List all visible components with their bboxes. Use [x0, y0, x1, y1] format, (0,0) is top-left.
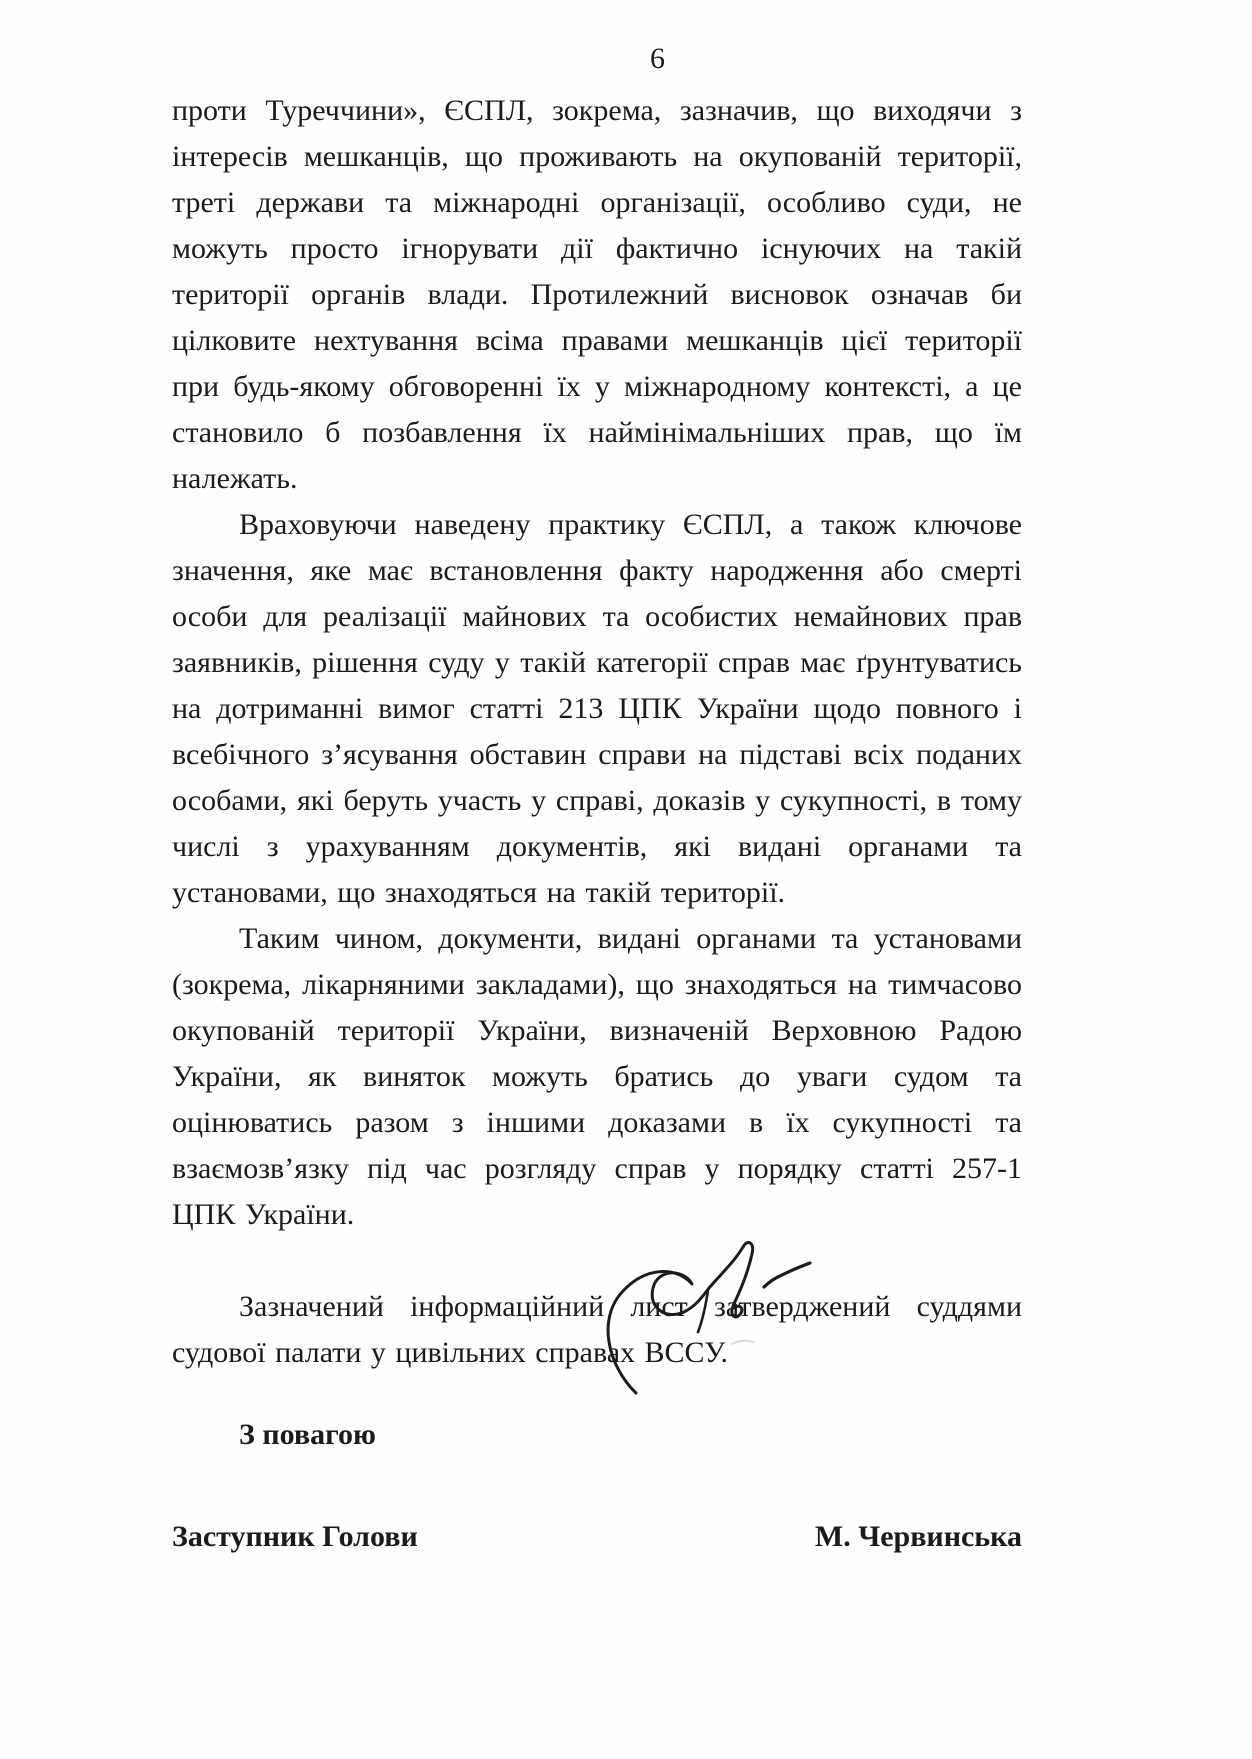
paragraph-thus-documents: Таким чином, документи, видані органами та установами (зокрема, лікарняними закладами), що знаходяться на тимчасово окупованій території України, визначеній Верховною Радою України, як виняток можуть братись до уваги судом та оцінюватись разом з іншими доказами в їх сукупності та взаємозв’язку під час розгляду справ у порядку статті 257-1 ЦПК України. [172, 922, 1022, 1231]
signature-row [172, 1514, 1022, 1560]
page-number: 6 [650, 42, 665, 75]
paragraph-considering-practice: Враховуючи наведену практику ЄСПЛ, а також ключове значення, яке має встановлення факту народження або смерті особи для реалізації майнових та особистих немайнових прав заявників, рішення суду у такій категорії справ має ґрунтуватись на дотриманні вимог статті 213 ЦПК України щодо повного і всебічного з’ясування обставин справи на підставі всіх поданих особами, які беруть участь у справі, доказів у сукупності, в тому числі з урахуванням документів, які видані органами та установами, що знаходяться на такій території. [172, 508, 1022, 909]
handwritten-signature-icon [556, 1238, 818, 1400]
paragraph-letter-approved: Зазначений інформаційний лист затверджений суддями судової палати у цивільних справах ВССУ. [172, 1290, 1022, 1369]
signer-name: М. Червинська [814, 1520, 1022, 1553]
paragraph-espl-conclusion: проти Туреччини», ЄСПЛ, зокрема, зазначив, що виходячи з інтересів мешканців, що проживають на окупованій території, треті держави та міжнародні організації, особливо суди, не можуть просто ігнорувати дії фактично існуючих на такій території органів влади. Протилежний висновок означав би цілковите нехтування всіма правами мешканців цієї території при будь-якому обговоренні їх у міжнародному контексті, а це становило б позбавлення їх наймінімальніших прав, що їм належать. [172, 94, 1022, 495]
signer-position-title: Заступник Голови [172, 1520, 418, 1553]
closing-salutation: З повагою [239, 1418, 376, 1451]
